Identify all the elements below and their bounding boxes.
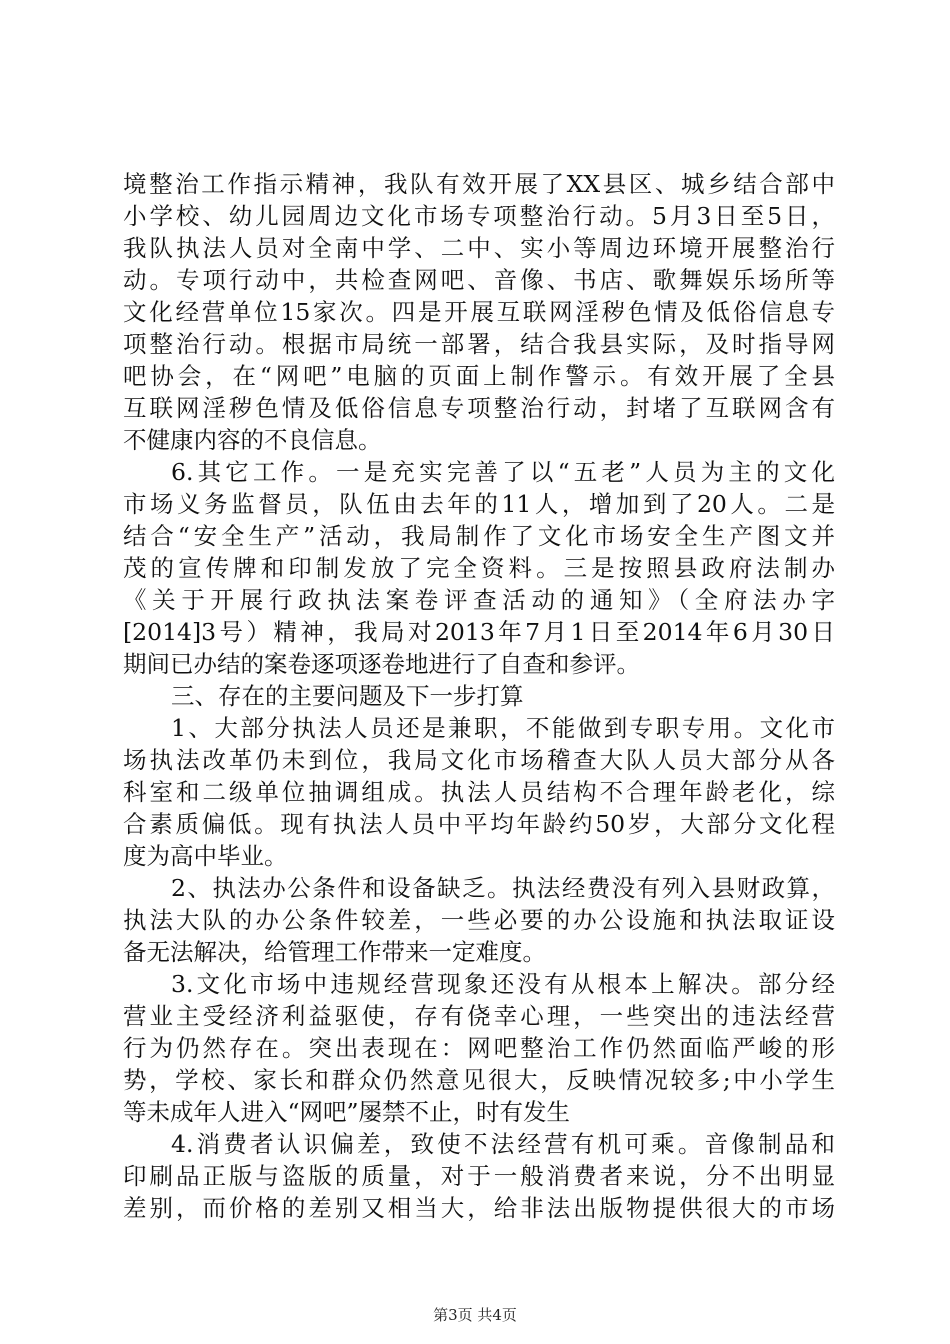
text-line: 印刷品正版与盗版的质量，对于一般消费者来说，分不出明显 [123, 1162, 835, 1190]
text-line: 合素质偏低。现有执法人员中平均年龄约50岁，大部分文化程 [123, 810, 835, 838]
text-line: [2014]3号）精神，我局对2013年7月1日至2014年6月30日 [123, 618, 835, 646]
text-line: 备无法解决，给管理工作带来一定难度。 [123, 938, 546, 966]
text-line: 1、大部分执法人员还是兼职，不能做到专职专用。文化市 [171, 714, 835, 742]
text-line: 不健康内容的不良信息。 [123, 426, 382, 454]
text-line: 势，学校、家长和群众仍然意见很大，反映情况较多;中小学生 [123, 1066, 835, 1094]
text-line: 2、执法办公条件和设备缺乏。执法经费没有列入县财政算， [171, 874, 835, 902]
page-number-footer: 第3页 共4页 [433, 1306, 517, 1324]
text-line: 度为高中毕业。 [123, 842, 288, 870]
text-line: 吧协会，在“网吧”电脑的页面上制作警示。有效开展了全县 [123, 362, 835, 390]
text-line: 4.消费者认识偏差，致使不法经营有机可乘。音像制品和 [171, 1130, 835, 1158]
text-line: 等未成年人进入“网吧”屡禁不止，时有发生 [123, 1098, 571, 1126]
text-line: 6.其它工作。一是充实完善了以“五老”人员为主的文化 [171, 458, 835, 486]
text-line: 项整治行动。根据市局统一部署，结合我县实际，及时指导网 [123, 330, 835, 358]
text-line: 《关于开展行政执法案卷评查活动的通知》（全府法办字 [123, 586, 835, 614]
text-line: 营业主受经济利益驱使，存有侥幸心理，一些突出的违法经营 [123, 1002, 835, 1030]
text-line: 茂的宣传牌和印制发放了完全资料。三是按照县政府法制办 [123, 554, 835, 582]
text-line: 期间已办结的案卷逐项逐卷地进行了自查和参评。 [123, 650, 640, 678]
text-line: 我队执法人员对全南中学、二中、实小等周边环境开展整治行 [123, 234, 835, 262]
text-line: 结合“安全生产”活动，我局制作了文化市场安全生产图文并 [123, 522, 835, 550]
document-body [123, 168, 835, 1224]
text-line: 行为仍然存在。突出表现在：网吧整治工作仍然面临严峻的形 [123, 1034, 835, 1062]
section-heading: 三、存在的主要问题及下一步打算 [171, 682, 524, 710]
text-line: 境整治工作指示精神，我队有效开展了XX县区、城乡结合部中 [123, 170, 835, 198]
text-line: 市场义务监督员，队伍由去年的11人，增加到了20人。二是 [123, 490, 835, 518]
text-line: 科室和二级单位抽调组成。执法人员结构不合理年龄老化，综 [123, 778, 835, 806]
text-line: 差别，而价格的差别又相当大，给非法出版物提供很大的市场 [123, 1194, 835, 1222]
text-line: 动。专项行动中，共检查网吧、音像、书店、歌舞娱乐场所等 [123, 266, 835, 294]
text-line: 小学校、幼儿园周边文化市场专项整治行动。5月3日至5日， [123, 202, 835, 230]
text-line: 文化经营单位15家次。四是开展互联网淫秽色情及低俗信息专 [123, 298, 835, 326]
text-line: 互联网淫秽色情及低俗信息专项整治行动，封堵了互联网含有 [123, 394, 835, 422]
text-line: 执法大队的办公条件较差，一些必要的办公设施和执法取证设 [123, 906, 835, 934]
text-line: 场执法改革仍未到位，我局文化市场稽查大队人员大部分从各 [123, 746, 835, 774]
text-line: 3.文化市场中违规经营现象还没有从根本上解决。部分经 [171, 970, 835, 998]
